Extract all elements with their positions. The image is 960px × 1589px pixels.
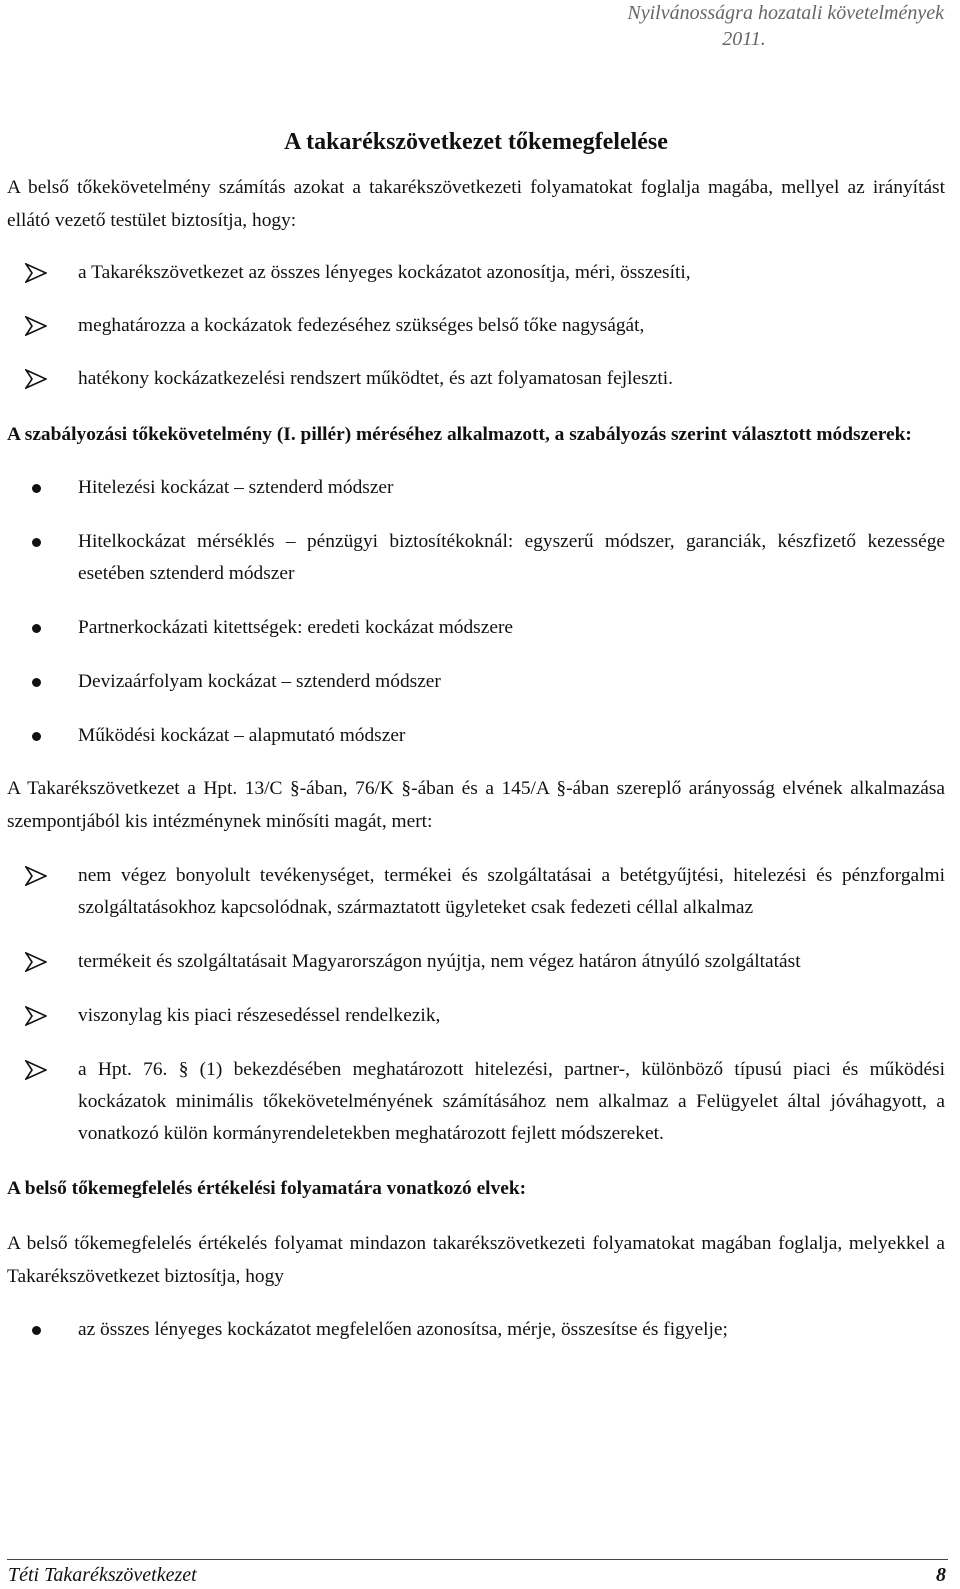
arrowhead-bullet-icon	[23, 1000, 49, 1032]
document-title: A takarékszövetkezet tőkemegfelelése	[284, 129, 668, 155]
list-item	[7, 363, 945, 395]
page-header	[524, 0, 944, 52]
list-item	[7, 1000, 945, 1032]
list-item	[7, 720, 945, 752]
bullet-dot-icon	[23, 526, 49, 558]
footer-institution: Téti Takarékszövetkezet	[8, 1564, 197, 1586]
list-item	[7, 310, 945, 342]
icaap-paragraph: A belső tőkemegfelelés értékelés folyamat mindazon takarékszövetkezeti folyamatokat magában foglalja, melyekkel a Takarékszövetkezet biztosítja, hogy	[7, 1233, 945, 1287]
section-heading-methods: A szabályozási tőkekövetelmény (I. pillér) méréséhez alkalmazott, a szabályozás szerint választott módszerek:	[7, 424, 912, 445]
list-item	[7, 1314, 945, 1346]
list-item	[7, 666, 945, 698]
list-item-text: viszonylag kis piaci részesedéssel rendelkezik,	[78, 1005, 441, 1026]
list-item-text: hatékony kockázatkezelési rendszert működtet, és azt folyamatosan fejleszti.	[78, 368, 673, 389]
list-item	[7, 612, 945, 644]
arrowhead-bullet-icon	[23, 860, 49, 892]
list-item-text: Hitelkockázat mérséklés – pénzügyi biztosítékoknál: egyszerű módszer, garanciák, készfizető kezessége esetében sztenderd módszer	[78, 531, 945, 584]
list-arrow-1	[7, 257, 945, 395]
document-body	[7, 126, 945, 1346]
list-item	[7, 946, 945, 978]
list-item-text: a Takarékszövetkezet az összes lényeges kockázatot azonosítja, méri, összesíti,	[78, 262, 691, 283]
list-bullet-2	[7, 472, 945, 752]
list-item	[7, 257, 945, 289]
list-item-text: termékeit és szolgáltatásait Magyarországon nyújtja, nem végez határon átnyúló szolgáltatást	[78, 951, 801, 972]
bullet-dot-icon	[23, 720, 49, 752]
list-item-text: az összes lényeges kockázatot megfelelően azonosítsa, mérje, összesítse és figyelje;	[78, 1319, 728, 1340]
header-title: Nyilvánosságra hozatali követelmények	[627, 2, 944, 24]
list-item	[7, 860, 945, 924]
list-item-text: a Hpt. 76. § (1) bekezdésében meghatározott hitelezési, partner-, különböző típusú piaci és működési kockázatok minimális tőkekövetelményének számításához nem alkalmaz a Felügyelet által jóváhagyott, a vonatkozó külön kormányrendeletekben meghatározott fejlett módszereket.	[78, 1059, 945, 1144]
arrowhead-bullet-icon	[23, 946, 49, 978]
list-arrow-3	[7, 860, 945, 1150]
footer-divider	[7, 1559, 948, 1560]
list-item	[7, 1054, 945, 1150]
list-item-text: nem végez bonyolult tevékenységet, termékei és szolgáltatásai a betétgyűjtési, hitelezési és pénzforgalmi szolgáltatásokhoz kapcsolódnak, származtatott ügyleteket csak fedezeti céllal alkalmaz	[78, 865, 945, 918]
arrowhead-bullet-icon	[23, 257, 49, 289]
bullet-dot-icon	[23, 666, 49, 698]
list-item	[7, 526, 945, 590]
list-item	[7, 472, 945, 504]
proportionality-paragraph: A Takarékszövetkezet a Hpt. 13/C §-ában, 76/K §-ában és a 145/A §-ában szereplő arányosság elvének alkalmazása szempontjából kis intézménynek minősíti magát, mert:	[7, 778, 945, 832]
list-item-text: Devizaárfolyam kockázat – sztenderd módszer	[78, 671, 441, 692]
list-item-text: meghatározza a kockázatok fedezéséhez szükséges belső tőke nagyságát,	[78, 315, 645, 336]
intro-paragraph: A belső tőkekövetelmény számítás azokat a takarékszövetkezeti folyamatokat foglalja magába, mellyel az irányítást ellátó vezető testület biztosítja, hogy:	[7, 177, 945, 231]
list-bullet-4	[7, 1314, 945, 1346]
list-item-text: Partnerkockázati kitettségek: eredeti kockázat módszere	[78, 617, 514, 638]
bullet-dot-icon	[23, 1314, 49, 1346]
arrowhead-bullet-icon	[23, 363, 49, 395]
arrowhead-bullet-icon	[23, 310, 49, 342]
page-number: 8	[936, 1564, 946, 1586]
section-heading-icaap: A belső tőkemegfelelés értékelési folyamatára vonatkozó elvek:	[7, 1178, 527, 1199]
bullet-dot-icon	[23, 472, 49, 504]
list-item-text: Működési kockázat – alapmutató módszer	[78, 725, 406, 746]
list-item-text: Hitelezési kockázat – sztenderd módszer	[78, 477, 394, 498]
arrowhead-bullet-icon	[23, 1054, 49, 1086]
bullet-dot-icon	[23, 612, 49, 644]
header-year: 2011.	[722, 28, 766, 50]
